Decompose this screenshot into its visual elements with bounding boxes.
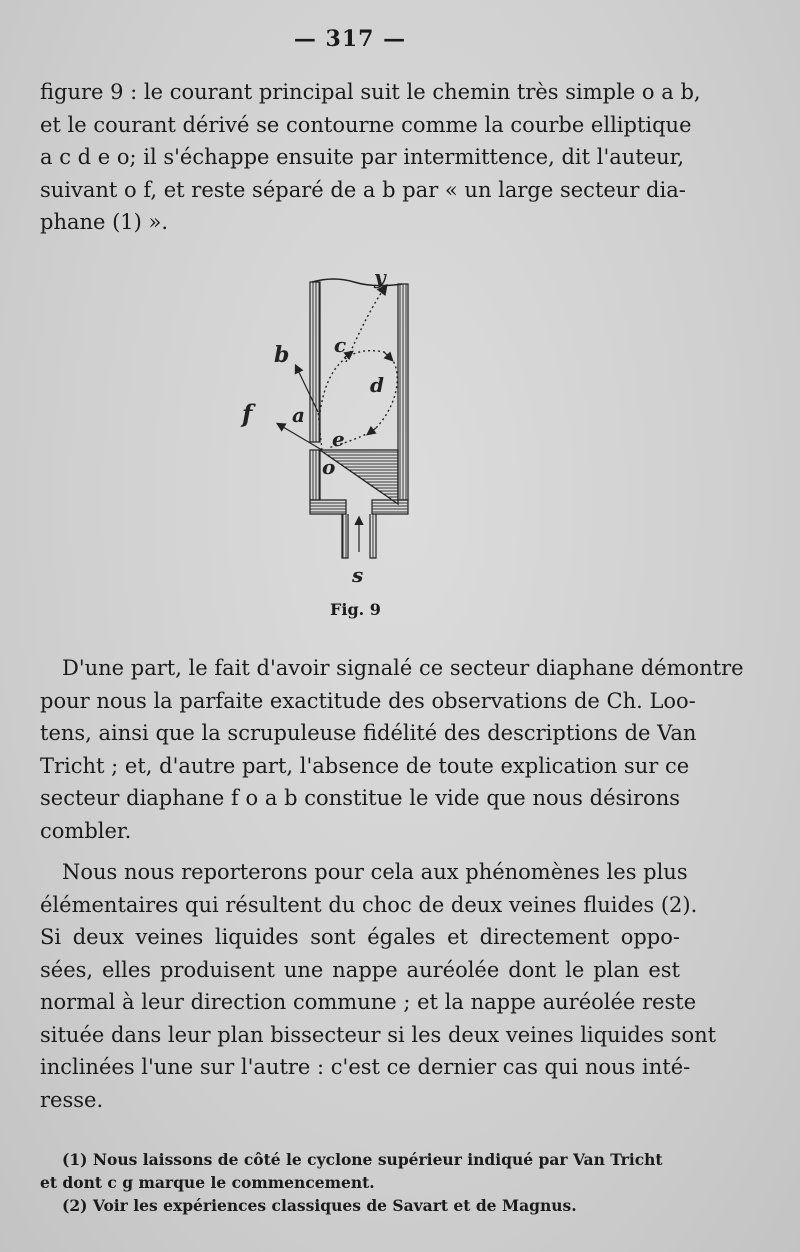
footnotes: [40, 1148, 700, 1217]
label-s: s: [352, 563, 364, 587]
text-line: pour nous la parfaite exactitude des observations de Ch. Loo-: [40, 688, 696, 713]
label-b: b: [274, 342, 290, 368]
text-line: sées, elles produisent une nappe auréolée dont le plan est: [40, 957, 680, 982]
footnote-line: (1) Nous laissons de côté le cyclone supérieur indiqué par Van Tricht: [62, 1150, 663, 1169]
footnote-2: [40, 1194, 700, 1217]
text-line: D'une part, le fait d'avoir signalé ce secteur diaphane démontre: [62, 656, 744, 680]
text-line: normal à leur direction commune ; et la nappe auréolée reste: [40, 990, 697, 1014]
label-e: e: [332, 427, 345, 451]
paragraph-1: [40, 76, 701, 239]
text-line: combler.: [40, 818, 132, 843]
text-line: figure 9 : le courant principal suit le chemin très simple o a b,: [40, 80, 701, 104]
label-a: a: [292, 403, 305, 427]
left-wall: [310, 282, 320, 442]
text-line: tens, ainsi que la scrupuleuse fidélité des descriptions de Van: [40, 721, 697, 745]
text-line: Tricht ; et, d'autre part, l'absence de toute explication sur ce: [40, 753, 690, 778]
paragraph-2: [40, 652, 744, 847]
text-line: phane (1) ».: [40, 210, 169, 234]
text-line: Si deux veines liquides sont égales et directement oppo-: [40, 925, 680, 949]
label-c: c: [334, 333, 347, 357]
text-line: Nous nous reporterons pour cela aux phénomènes les plus: [62, 860, 688, 884]
figure-caption: Fig. 9: [330, 600, 381, 619]
text-line: située dans leur plan bissecteur si les deux veines liquides sont: [40, 1022, 717, 1047]
label-d: d: [370, 373, 384, 397]
text-line: et le courant dérivé se contourne comme la courbe elliptique: [40, 112, 692, 137]
text-line: secteur diaphane f o a b constitue le vide que nous désirons: [40, 786, 680, 810]
text-line: a c d e o; il s'échappe ensuite par intermittence, dit l'auteur,: [40, 145, 685, 169]
text-line: suivant o f, et reste séparé de a b par « un large secteur dia-: [40, 177, 686, 202]
figure-9-diagram: [234, 262, 424, 592]
text-line: resse.: [40, 1087, 104, 1112]
footnote-line: et dont c g marque le commencement.: [40, 1173, 375, 1192]
page-number: — 317 —: [293, 26, 407, 52]
paragraph-3: [40, 856, 717, 1116]
label-o: o: [322, 455, 336, 479]
footnote-1: [40, 1148, 700, 1194]
footnote-line: (2) Voir les expériences classiques de Savart et de Magnus.: [62, 1196, 577, 1215]
label-f: f: [242, 399, 253, 428]
text-line: élémentaires qui résultent du choc de deux veines fluides (2).: [40, 892, 698, 917]
text-line: inclinées l'une sur l'autre : c'est ce dernier cas qui nous inté-: [40, 1055, 691, 1079]
right-wall: [398, 284, 408, 500]
label-y: y: [374, 265, 386, 289]
